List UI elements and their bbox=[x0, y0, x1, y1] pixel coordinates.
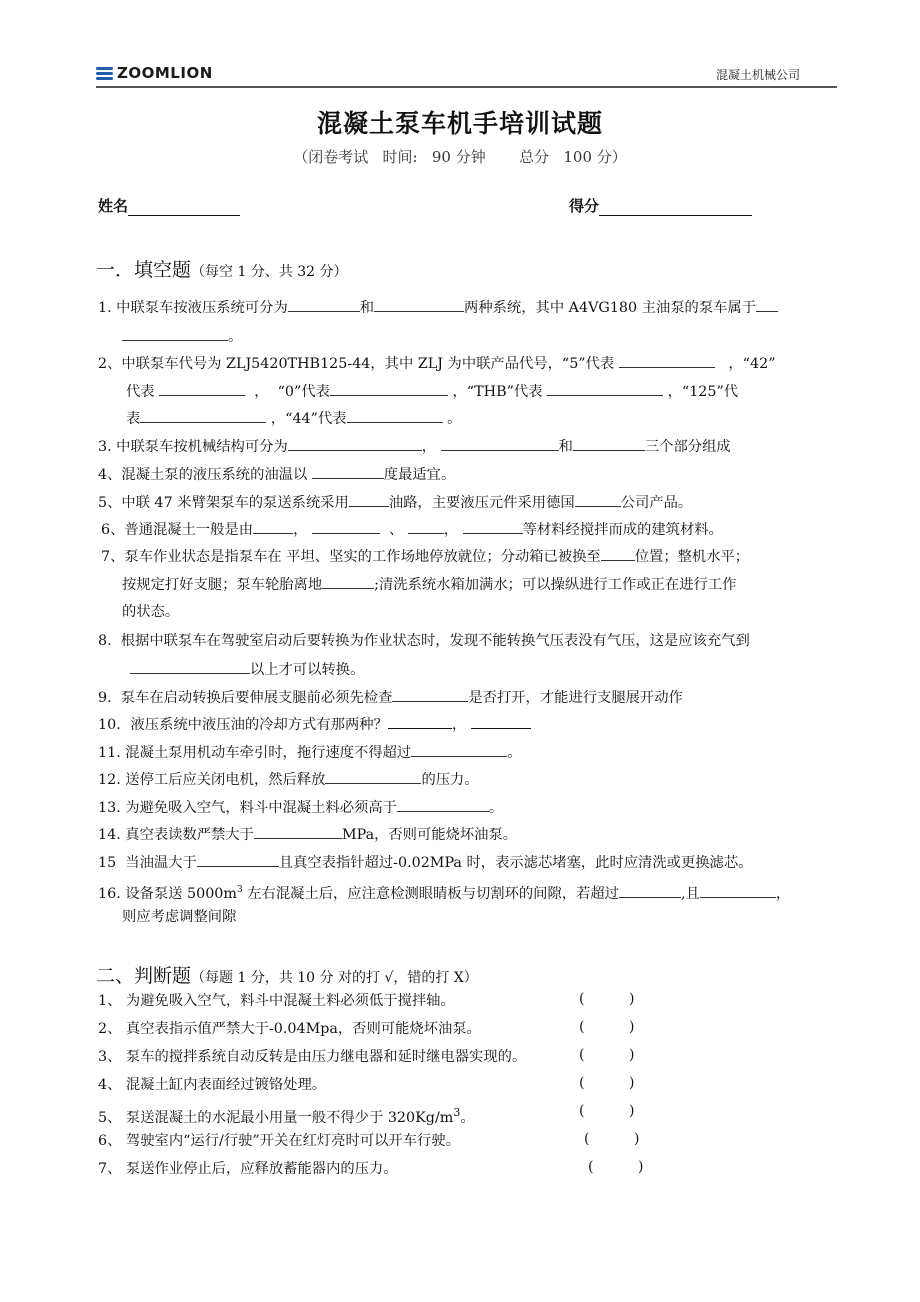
company-name: 混凝土机械公司 bbox=[715, 68, 800, 82]
tf-item-4: 4、 混凝土缸内表面经过镀铬处理。 bbox=[98, 1077, 327, 1093]
header-divider bbox=[96, 86, 837, 88]
question-16: 16. 设备泵送 $5000m^3$ 左右混凝土后，应注意检测眼睛板与切割环的间隙，若超过 ,且 ， bbox=[98, 880, 790, 904]
answer-blank[interactable] bbox=[408, 519, 444, 534]
answer-paren[interactable]: ( ) bbox=[579, 1019, 635, 1035]
answer-blank[interactable] bbox=[471, 714, 531, 729]
answer-blank[interactable] bbox=[463, 519, 523, 534]
answer-blank[interactable] bbox=[575, 492, 621, 507]
answer-blank[interactable] bbox=[122, 326, 228, 341]
answer-blank[interactable] bbox=[325, 769, 421, 784]
answer-paren[interactable]: ( ) bbox=[579, 1103, 635, 1119]
zoomlion-logo bbox=[96, 64, 213, 82]
question-5: 5、中联 47 米臂架泵车的泵送系统采用 油路，主要液压元件采用德国 公司产品。 bbox=[98, 492, 692, 513]
score-field[interactable] bbox=[569, 195, 752, 216]
question-2: 2、中联泵车代号为 ZLJ5420THB125-44，其中 ZLJ 为中联产品代号，“5”代表 ，“42” bbox=[98, 353, 776, 374]
name-label: 姓名 bbox=[98, 197, 129, 215]
answer-paren[interactable]: ( ) bbox=[588, 1159, 644, 1175]
answer-blank[interactable] bbox=[130, 659, 250, 674]
question-8: 8. 根据中联泵车在驾驶室启动后要转换为作业状态时，发现不能转换气压表没有气压，这是应该充气到 bbox=[98, 633, 750, 649]
page-title: 混凝土泵车机手培训试题 bbox=[316, 109, 603, 138]
answer-paren[interactable]: ( ) bbox=[579, 1047, 635, 1063]
section-fill-in-heading bbox=[96, 255, 348, 282]
question-1-cont: 。 bbox=[122, 326, 242, 347]
answer-blank[interactable] bbox=[197, 852, 279, 867]
logo-text: ZOOMLION bbox=[117, 64, 213, 82]
question-7-cont2: 的状态。 bbox=[122, 604, 180, 620]
section-note: （每题 1 分，共 10 分 对的打 √，错的打 X） bbox=[191, 970, 478, 986]
answer-paren[interactable]: ( ) bbox=[579, 1075, 635, 1091]
question-7: 7、泵车作业状态是指泵车在 平坦、坚实的工作场地停放就位；分动箱已被换至 位置；整机水平； bbox=[101, 546, 749, 567]
answer-blank[interactable] bbox=[441, 436, 559, 451]
answer-blank[interactable] bbox=[312, 464, 384, 479]
answer-blank[interactable] bbox=[140, 408, 266, 423]
question-7-cont: 按规定打好支腿；泵车轮胎离地 ;清洗系统水箱加满水；可以操纵进行工作或正在进行工作 bbox=[122, 574, 736, 595]
tf-item-5: 5、 泵送混凝土的水泥最小用量一般不得少于 $320Kg/m^3$。 bbox=[98, 1106, 475, 1126]
question-10: 10．液压系统中液压油的冷却方式有那两种？ ， bbox=[98, 714, 531, 735]
section-note: （每空 1 分、共 32 分） bbox=[191, 264, 348, 280]
zoomlion-logo-icon bbox=[96, 67, 113, 80]
question-2-cont2: 表 ，“44”代表 。 bbox=[126, 408, 461, 429]
tf-item-2: 2、 真空表指示值严禁大于-0.04Mpa，否则可能烧坏油泵。 bbox=[98, 1021, 481, 1037]
question-11: 11. 混凝土泵用机动车牵引时，拖行速度不得超过 。 bbox=[98, 742, 522, 763]
tf-item-1: 1、 为避免吸入空气，料斗中混凝土料必须低于搅拌轴。 bbox=[98, 993, 455, 1009]
answer-blank[interactable] bbox=[388, 714, 452, 729]
answer-blank[interactable] bbox=[700, 883, 776, 898]
page-header bbox=[96, 62, 836, 86]
question-2-cont: 代表 ， “0”代表 ，“THB”代表 ，“125”代 bbox=[126, 381, 738, 402]
answer-blank[interactable] bbox=[374, 297, 464, 312]
answer-blank[interactable] bbox=[312, 519, 380, 534]
answer-blank[interactable] bbox=[254, 824, 342, 839]
question-8-cont: 以上才可以转换。 bbox=[130, 659, 364, 680]
question-13: 13. 为避免吸入空气，料斗中混凝土料必须高于 。 bbox=[98, 797, 503, 818]
question-16-cont: 则应考虑调整间隙 bbox=[122, 909, 237, 925]
answer-blank[interactable] bbox=[397, 797, 489, 812]
answer-blank[interactable] bbox=[347, 408, 443, 423]
tf-item-7: 7、 泵送作业停止后，应释放蓄能器内的压力。 bbox=[98, 1161, 398, 1177]
answer-blank[interactable] bbox=[288, 297, 360, 312]
answer-paren[interactable]: ( ) bbox=[584, 1131, 640, 1147]
name-field[interactable] bbox=[98, 195, 240, 216]
answer-blank[interactable] bbox=[349, 492, 389, 507]
answer-blank[interactable] bbox=[411, 742, 507, 757]
score-blank[interactable] bbox=[599, 199, 752, 216]
answer-blank[interactable] bbox=[619, 883, 681, 898]
question-15: 15 当油温大于 且真空表指针超过-0.02MPa 时，表示滤芯堵塞，此时应清洗或更换滤芯。 bbox=[98, 852, 752, 873]
answer-blank[interactable] bbox=[547, 381, 663, 396]
answer-blank[interactable] bbox=[601, 546, 635, 561]
question-12: 12. 送停工后应关闭电机，然后释放 的压力。 bbox=[98, 769, 479, 790]
answer-paren[interactable]: ( ) bbox=[579, 991, 635, 1007]
answer-blank[interactable] bbox=[619, 353, 715, 368]
question-6: 6、普通混凝土一般是由 ， 、 ， 等材料经搅拌而成的建筑材料。 bbox=[101, 519, 723, 540]
question-3: 3. 中联泵车按机械结构可分为 ， 和 三个部分组成 bbox=[98, 436, 731, 457]
section-title: 二、判断题 bbox=[96, 965, 192, 987]
section-true-false-heading bbox=[96, 961, 478, 988]
name-blank[interactable] bbox=[128, 199, 240, 216]
question-4: 4、混凝土泵的液压系统的油温以 度最适宜。 bbox=[98, 464, 455, 485]
question-1: 1. 中联泵车按液压系统可分为 和 两种系统，其中 A4VG180 主油泵的泵车属于 bbox=[98, 297, 778, 318]
answer-blank[interactable] bbox=[330, 381, 448, 396]
answer-blank[interactable] bbox=[253, 519, 293, 534]
answer-blank[interactable] bbox=[756, 297, 778, 312]
exam-subtitle: （闭卷考试 时间: 90 分钟 总分 100 分） bbox=[293, 148, 627, 166]
answer-blank[interactable] bbox=[322, 574, 374, 589]
answer-blank[interactable] bbox=[159, 381, 245, 396]
question-14: 14. 真空表读数严禁大于 MPa，否则可能烧坏油泵。 bbox=[98, 824, 517, 845]
score-label: 得分 bbox=[569, 197, 600, 215]
section-title: 一．填空题 bbox=[96, 259, 192, 281]
answer-blank[interactable] bbox=[288, 436, 422, 451]
tf-item-6: 6、 驾驶室内“运行/行驶”开关在红灯亮时可以开车行驶。 bbox=[98, 1133, 460, 1149]
answer-blank[interactable] bbox=[573, 436, 645, 451]
answer-blank[interactable] bbox=[392, 687, 468, 702]
tf-item-3: 3、 泵车的搅拌系统自动反转是由压力继电器和延时继电器实现的。 bbox=[98, 1049, 527, 1065]
question-9: 9. 泵车在启动转换后要伸展支腿前必须先检查 是否打开，才能进行支腿展开动作 bbox=[98, 687, 683, 708]
